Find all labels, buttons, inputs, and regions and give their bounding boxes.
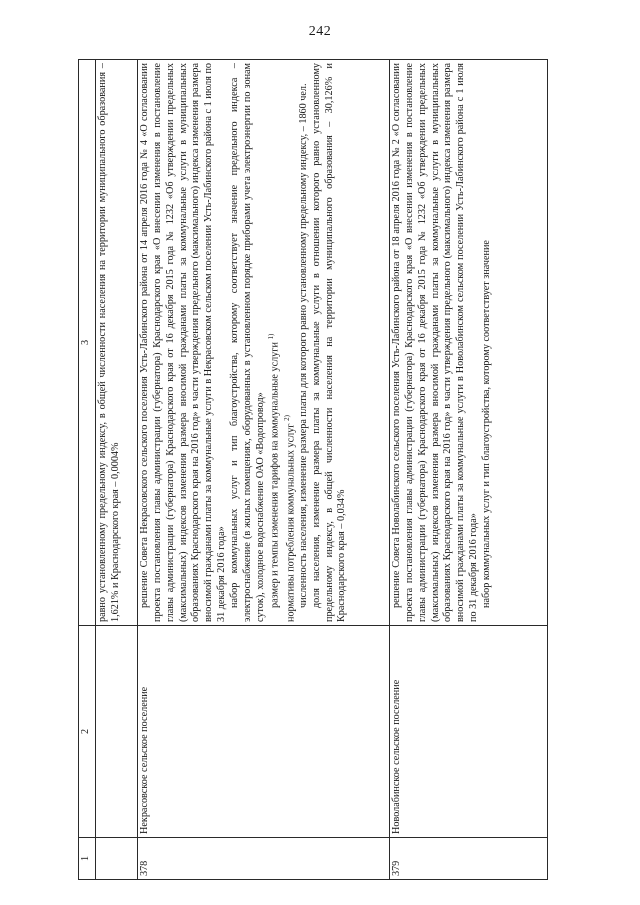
detail-line: доля населения, изменение размера платы за коммунальные услуги в отношении которого равно установленному предельному индексу, в общей численности населения на территории муниципального образования – 30,126% и Краснодарского края – 0,034% [310,63,348,622]
settlement-name: Некрасовское сельское поселение [138,626,390,838]
table-row [390,60,548,880]
table-row [96,60,138,880]
row-details [390,60,548,626]
header-col-3: 3 [79,60,96,626]
rotated-table-container [78,60,548,880]
detail-line [267,63,282,622]
detail-line: равно установленному предельному индексу, в общей численности населения на территории муниципального образования – 1,621% и Краснодарского края – 0,0004% [97,63,121,622]
detail-line-text: нормативы потребления коммунальных услуг [285,423,297,622]
header-col-1: 1 [79,838,96,880]
detail-line-text: размер и темпы изменения тарифов на коммунальные услуги [269,342,281,608]
page-number: 242 [308,24,332,39]
settlement-name: Новолабинское сельское поселение [390,626,548,838]
row-number: 379 [390,838,548,880]
footnote-marker: 2) [282,415,291,421]
detail-line: решение Совета Новолабинского сельского поселения Усть-Лабинского района от 18 апреля 2016 года № 2 «О согласовании проекта постановления главы администрации (губернатора) Краснодарского края «О внесении изменения в постановление главы администрации (губернатора) Краснодарского края от 16 декабря 2015 года № 1232 «Об утверждении предельных (максимальных) индексов изменения размера вносимой гражданами платы за коммунальные услуги в муниципальных образованиях Краснодарского края на 2016 год» в части утверждения предельного (максимального) индекса изменения размера вносимой гражданами платы за коммунальные услуги в Новолабинском сельском поселении Усть-Лабинского района с 1 июля по 31 декабря 2016 года» [391,63,480,622]
header-col-2: 2 [79,626,96,838]
detail-line: численность населения, изменение размера платы для которого равно установленному предельному индексу, – 1860 чел. [297,83,309,608]
row-number: 378 [138,838,390,880]
tariff-table [78,59,548,880]
detail-line: решение Совета Некрасовского сельского поселения Усть-Лабинского района от 14 апреля 2016 года № 4 «О согласовании проекта постановления главы администрации (губернатора) Краснодарского края «О внесении изменения в постановление главы администрации (губернатора) Краснодарского края от 16 декабря 2015 года № 1232 «Об утверждении предельных (максимальных) индексов изменения размера вносимой гражданами платы за коммунальные услуги в муниципальных образованиях Краснодарского края на 2016 год» в части утверждения предельного (максимального) индекса изменения размера вносимой гражданами платы за коммунальные услуги в Некрасовском сельском поселении Усть-Лабинского района с 1 июля по 31 декабря 2016 года» [139,63,228,622]
row-number [96,838,138,880]
row-details [96,60,138,626]
footnote-marker: 1) [267,333,276,340]
row-details [138,60,390,626]
settlement-name [96,626,138,838]
detail-line [283,63,298,622]
table-row [138,60,390,880]
detail-line: набор коммунальных услуг и тип благоустройства, которому соответствует значение [480,240,492,608]
table-header-row [79,60,96,880]
detail-line: набор коммунальных услуг и тип благоустройства, которому соответствует значение предельного индекса – электроснабжение (в жилых помещениях, оборудованных в установленном порядке приборами учета электроэнергии по зонам суток), холодное водоснабжение ОАО «Водопровод» [228,63,266,622]
